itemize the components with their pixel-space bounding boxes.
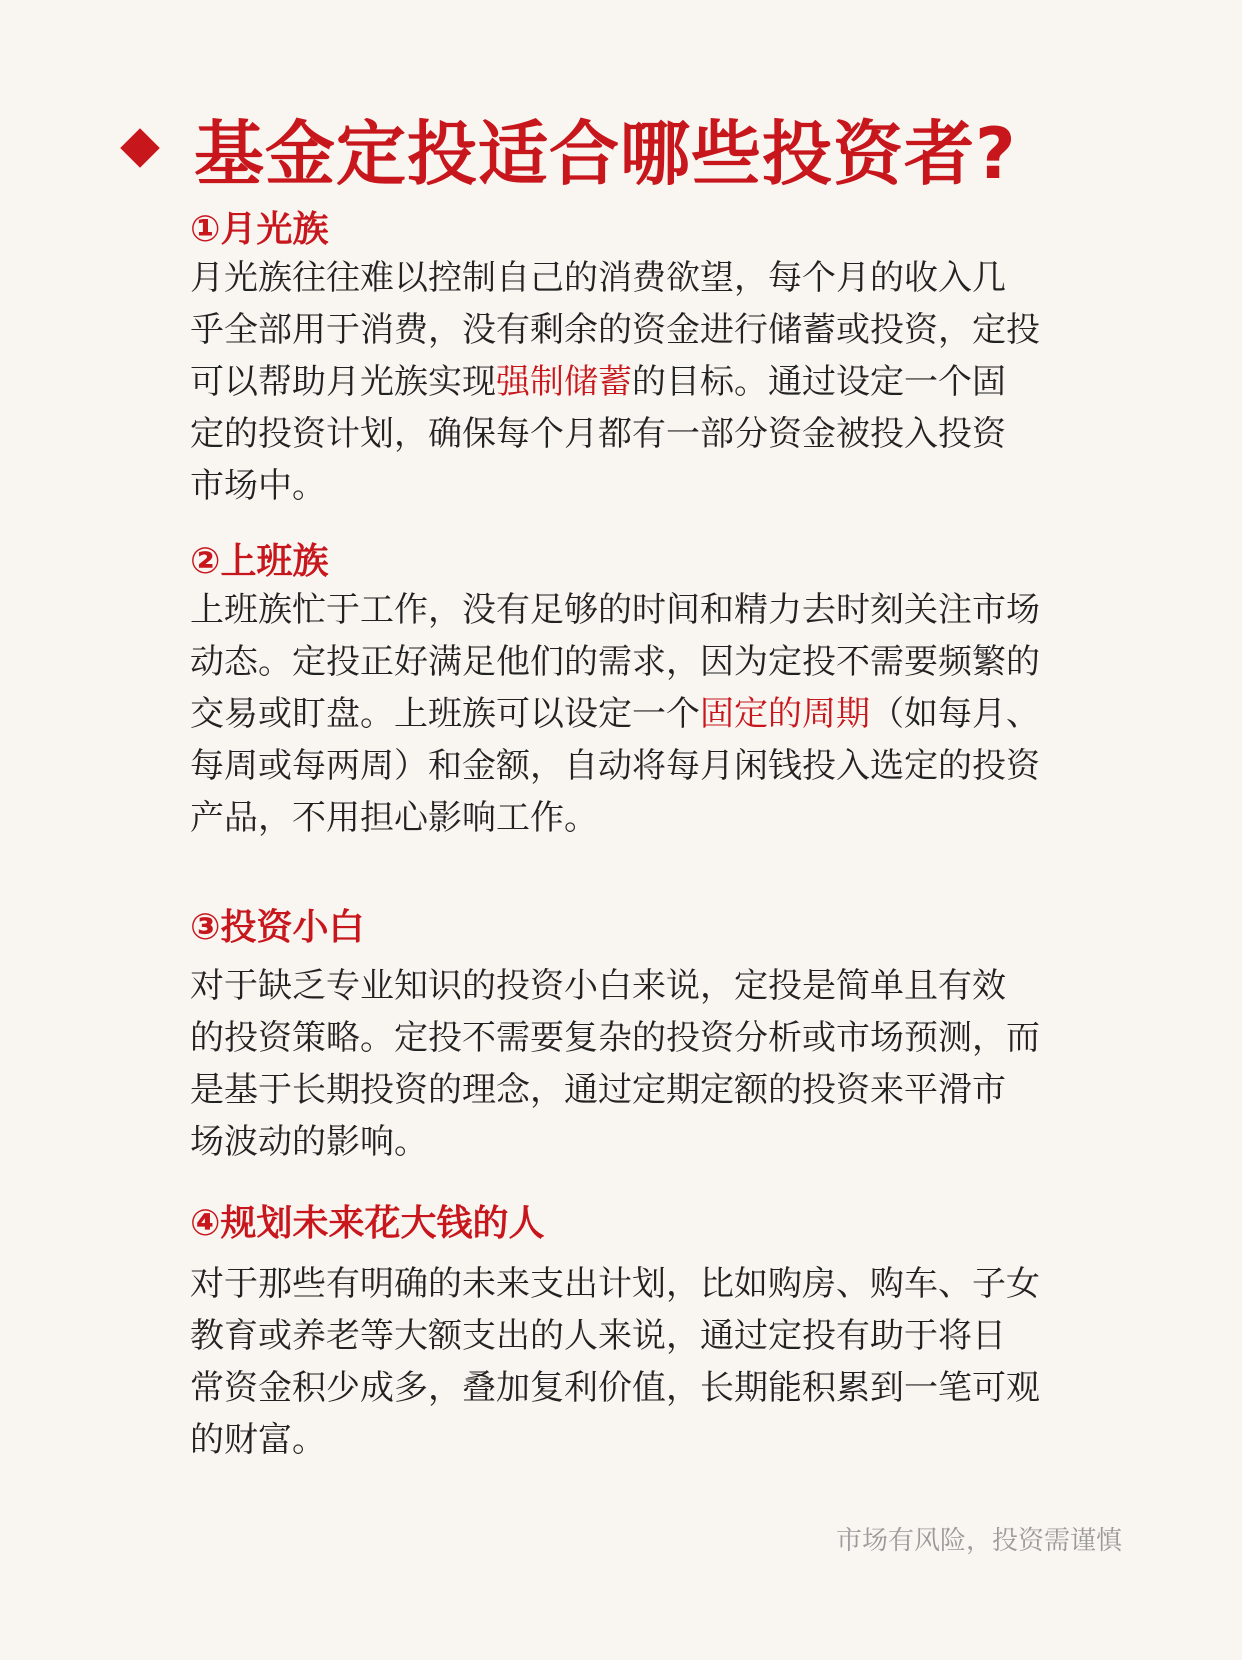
- body-line: 的财富。: [190, 1420, 326, 1460]
- section-heading-moonlight: ①月光族: [190, 209, 329, 250]
- body-line: 市场中。: [190, 466, 326, 506]
- body-line: 乎全部用于消费，没有剩余的资金进行储蓄或投资，定投: [190, 310, 1040, 350]
- section-body-future-planner: [190, 1258, 1120, 1466]
- body-line: 产品，不用担心影响工作。: [190, 798, 598, 838]
- section-body-office-worker: [190, 584, 1120, 844]
- section-body-moonlight: [190, 252, 1120, 512]
- highlight-text: 固定的周期: [700, 694, 870, 734]
- body-line: 的投资策略。定投不需要复杂的投资分析或市场预测，而: [190, 1018, 1040, 1058]
- body-line: 月光族往往难以控制自己的消费欲望，每个月的收入几: [190, 258, 1006, 298]
- body-text: 可以帮助月光族实现: [190, 362, 496, 402]
- highlight-text: 强制储蓄: [496, 362, 632, 402]
- body-line: 场波动的影响。: [190, 1122, 428, 1162]
- body-line: 每周或每两周）和金额，自动将每月闲钱投入选定的投资: [190, 746, 1040, 786]
- body-text: 交易或盯盘。上班族可以设定一个: [190, 694, 700, 734]
- body-line: 对于那些有明确的未来支出计划，比如购房、购车、子女: [190, 1264, 1040, 1304]
- body-line: 对于缺乏专业知识的投资小白来说，定投是简单且有效: [190, 966, 1006, 1006]
- body-line: 动态。定投正好满足他们的需求，因为定投不需要频繁的: [190, 642, 1040, 682]
- risk-disclaimer: 市场有风险，投资需谨慎: [835, 1526, 1122, 1556]
- diamond-bullet-icon: [120, 128, 160, 168]
- body-line: [190, 356, 1120, 408]
- section-heading-office-worker: ②上班族: [190, 541, 329, 582]
- body-line: 定的投资计划，确保每个月都有一部分资金被投入投资: [190, 414, 1006, 454]
- body-line: 上班族忙于工作，没有足够的时间和精力去时刻关注市场: [190, 590, 1040, 630]
- body-text: （如每月、: [870, 694, 1040, 734]
- body-line: 是基于长期投资的理念，通过定期定额的投资来平滑市: [190, 1070, 1006, 1110]
- body-text: 的目标。通过设定一个固: [632, 362, 1006, 402]
- section-heading-future-planner: ④规划未来花大钱的人: [190, 1203, 545, 1244]
- body-line: 教育或养老等大额支出的人来说，通过定投有助于将日: [190, 1316, 1006, 1356]
- body-line: 常资金积少成多，叠加复利价值，长期能积累到一笔可观: [190, 1368, 1040, 1408]
- page-title: [112, 98, 1017, 198]
- body-line: [190, 688, 1120, 740]
- page-title-text: 基金定投适合哪些投资者?: [194, 112, 1017, 195]
- section-heading-beginner: ③投资小白: [190, 907, 365, 948]
- section-body-beginner: [190, 960, 1120, 1168]
